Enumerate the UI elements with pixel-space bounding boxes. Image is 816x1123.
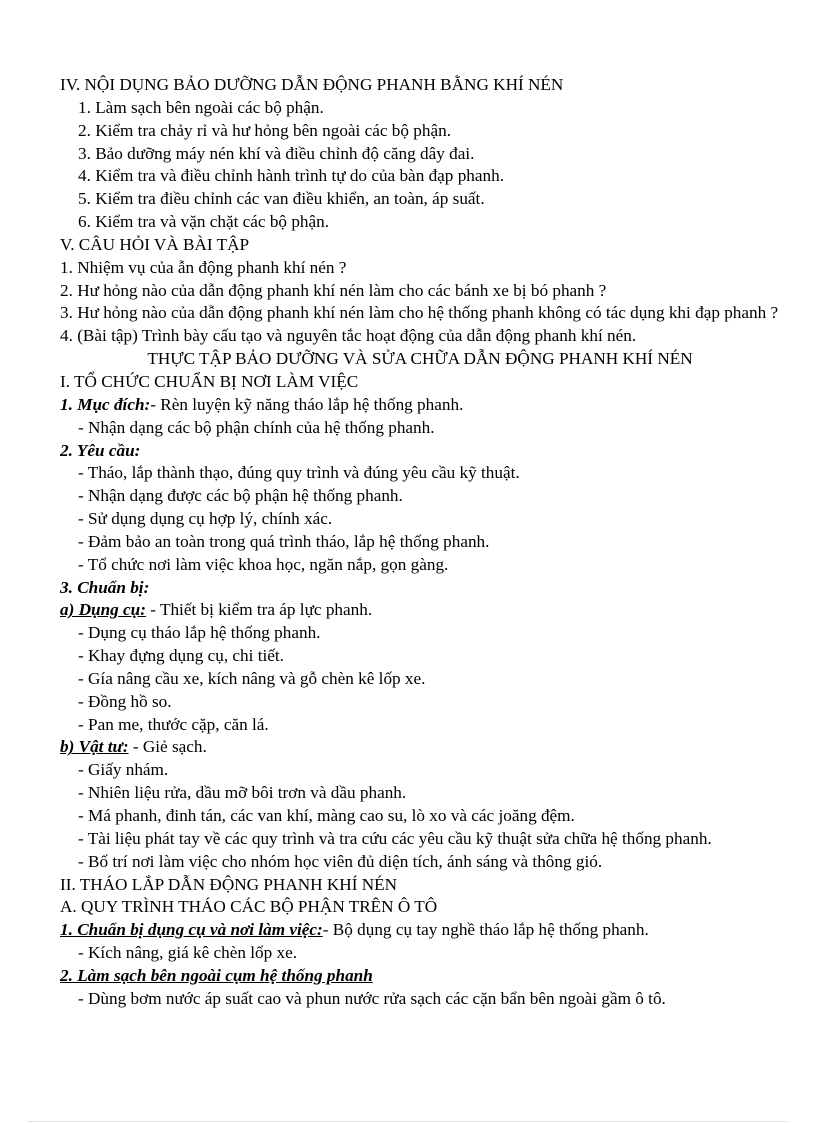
- purpose-text: - Rèn luyện kỹ năng tháo lắp hệ thống phanh.: [150, 394, 464, 414]
- tools-label: a) Dụng cụ:: [60, 600, 146, 620]
- question-2: 2. Hư hỏng nào của dẫn động phanh khí nén làm cho các bánh xe bị bó phanh ?: [60, 280, 607, 300]
- list-item: 2. Kiểm tra chảy rỉ và hư hỏng bên ngoài các bộ phận.: [78, 120, 451, 140]
- materials-label: b) Vật tư:: [60, 737, 129, 757]
- list-item: 5. Kiểm tra điều chỉnh các van điều khiển, an toàn, áp suất.: [78, 189, 485, 209]
- step-1-text: - Bộ dụng cụ tay nghề tháo lắp hệ thống phanh.: [322, 920, 649, 940]
- list-item: - Má phanh, đinh tán, các van khí, màng cao su, lò xo và các joăng đệm.: [78, 806, 575, 825]
- purpose-label: 1. Mục đích:: [60, 394, 151, 414]
- section-v-title: V. CÂU HỎI VÀ BÀI TẬP: [60, 234, 250, 254]
- materials-text: - Giẻ sạch.: [128, 737, 207, 757]
- page-bottom-divider: [28, 1121, 788, 1122]
- list-item: - Tài liệu phát tay về các quy trình và tra cứu các yêu cầu kỹ thuật sửa chữa hệ thống phanh.: [78, 828, 712, 848]
- list-item: 6. Kiểm tra và vặn chặt các bộ phận.: [78, 212, 330, 232]
- section-2-title: II. THÁO LẮP DẪN ĐỘNG PHANH KHÍ NÉN: [60, 874, 398, 894]
- tools-line: [60, 599, 780, 622]
- list-item: - Nhận dạng các bộ phận chính của hệ thống phanh.: [78, 417, 435, 437]
- list-item: - Giấy nhám.: [78, 760, 169, 780]
- question-3: 3. Hư hỏng nào của dẫn động phanh khí nén làm cho hệ thống phanh không có tác dụng khi đạp phanh ?: [60, 303, 779, 323]
- list-item: - Đảm bảo an toàn trong quá trình tháo, lắp hệ thống phanh.: [78, 531, 490, 551]
- list-item: - Khay đựng dụng cụ, chi tiết.: [78, 646, 284, 666]
- purpose-line: [60, 394, 780, 417]
- step-1-label: 1. Chuẩn bị dụng cụ và nơi làm việc:: [60, 920, 323, 940]
- list-item: 3. Bảo dưỡng máy nén khí và điều chỉnh độ căng dây đai.: [78, 143, 475, 163]
- list-item: 1. Làm sạch bên ngoài các bộ phận.: [78, 97, 324, 117]
- preparation-label: 3. Chuẩn bị:: [60, 577, 150, 597]
- list-item: - Gía nâng cầu xe, kích nâng và gỗ chèn kê lốp xe.: [78, 668, 426, 688]
- step-2-label: 2. Làm sạch bên ngoài cụm hệ thống phanh: [60, 965, 373, 985]
- list-item: - Tháo, lắp thành thạo, đúng quy trình và đúng yêu cầu kỹ thuật.: [78, 463, 520, 483]
- list-item: - Dùng bơm nước áp suất cao và phun nước rửa sạch các cặn bẩn bên ngoài gầm ô tô.: [78, 988, 666, 1008]
- list-item: - Kích nâng, giá kê chèn lốp xe.: [78, 943, 298, 963]
- list-item: - Nhận dạng được các bộ phận hệ thống phanh.: [78, 486, 403, 506]
- list-item: - Sử dụng dụng cụ hợp lý, chính xác.: [78, 509, 333, 529]
- tools-text: - Thiết bị kiểm tra áp lực phanh.: [145, 600, 373, 620]
- section-1-title: I. TỔ CHỨC CHUẨN BỊ NƠI LÀM VIỆC: [60, 371, 359, 391]
- step-1-line: [60, 919, 780, 942]
- materials-line: [60, 736, 780, 759]
- list-item: - Nhiên liệu rửa, dầu mỡ bôi trơn và dầu phanh.: [78, 783, 407, 803]
- section-iv-title: IV. NỘI DỤNG BẢO DƯỠNG DẪN ĐỘNG PHANH BẰNG KHÍ NÉN: [60, 75, 564, 94]
- requirements-label: 2. Yêu cầu:: [60, 440, 141, 460]
- list-item: - Dụng cụ tháo lắp hệ thống phanh.: [78, 623, 321, 643]
- question-1: 1. Nhiệm vụ của ẫn động phanh khí nén ?: [60, 257, 347, 277]
- list-item: 4. Kiểm tra và điều chỉnh hành trình tự do của bàn đạp phanh.: [78, 166, 504, 186]
- list-item: - Đồng hồ so.: [78, 691, 172, 711]
- list-item: - Pan me, thước cặp, căn lá.: [78, 714, 269, 734]
- list-item: - Bố trí nơi làm việc cho nhóm học viên đủ diện tích, ánh sáng và thông gió.: [78, 851, 603, 871]
- document-page: [60, 74, 780, 1011]
- question-4: 4. (Bài tập) Trình bày cấu tạo và nguyên tắc hoạt động của dẫn động phanh khí nén.: [60, 326, 637, 346]
- section-2a-title: A. QUY TRÌNH THÁO CÁC BỘ PHẬN TRÊN Ô TÔ: [60, 897, 438, 917]
- list-item: - Tổ chức nơi làm việc khoa học, ngăn nắp, gọn gàng.: [78, 554, 449, 574]
- practice-title: THỰC TẬP BẢO DƯỠNG VÀ SỬA CHỮA DẪN ĐỘNG PHANH KHÍ NÉN: [147, 349, 693, 369]
